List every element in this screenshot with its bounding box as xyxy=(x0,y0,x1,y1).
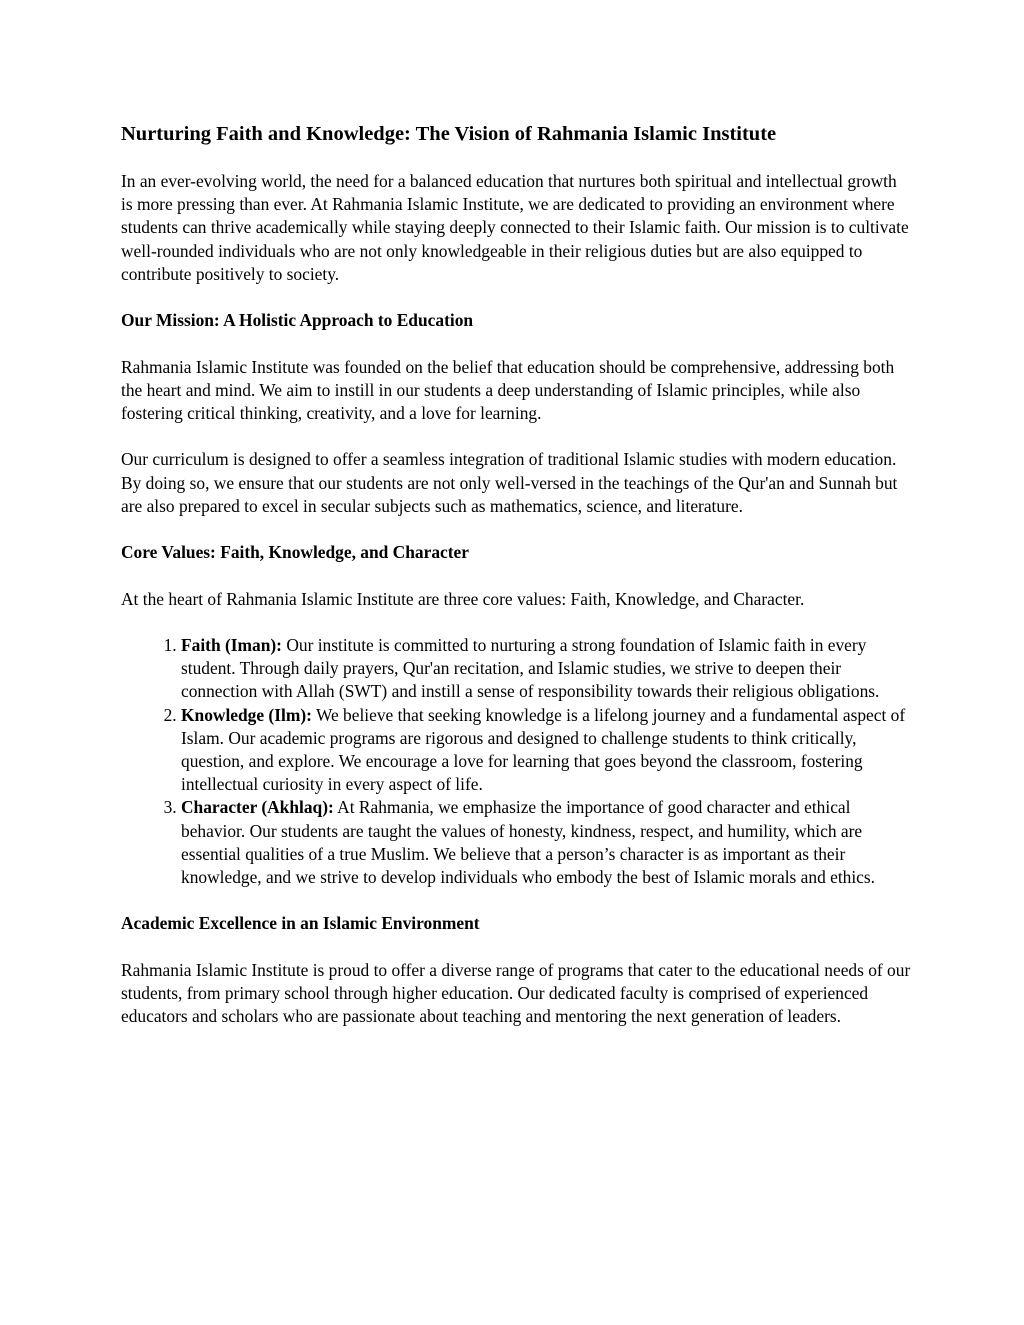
section-heading-core-values: Core Values: Faith, Knowledge, and Character xyxy=(121,542,469,563)
list-item-text: We believe that seeking knowledge is a lifelong journey and a fundamental aspect of Islam. Our academic programs are rigorous and designed to challenge students to think critically, question, and explore. We encourage a love for learning that goes beyond the classroom, fostering intellectual curiosity in every aspect of life. xyxy=(181,704,906,795)
core-values-paragraph: At the heart of Rahmania Islamic Institute are three core values: Faith, Knowledge, and Character. xyxy=(121,588,805,609)
section-heading-mission: Our Mission: A Holistic Approach to Education xyxy=(121,310,474,331)
list-item-term: Character (Akhlaq): xyxy=(181,797,334,818)
section-heading-academic: Academic Excellence in an Islamic Environment xyxy=(121,913,480,934)
document-page xyxy=(121,120,911,1028)
list-item-text: Our institute is committed to nurturing a strong foundation of Islamic faith in every student. Through daily prayers, Qur'an recitation, and Islamic studies, we strive to deepen their connection with Allah (SWT) and instill a sense of responsibility towards their religious obligations. xyxy=(181,634,880,702)
intro-paragraph: In an ever-evolving world, the need for a balanced education that nurtures both spiritual and intellectual growth is more pressing than ever. At Rahmania Islamic Institute, we are dedicated to providing an environment where students can thrive academically while staying deeply connected to their Islamic faith. Our mission is to cultivate well-rounded individuals who are not only knowledgeable in their religious duties but are also equipped to contribute positively to society. xyxy=(121,171,909,284)
list-item-knowledge xyxy=(181,704,911,797)
mission-paragraph-2: Our curriculum is designed to offer a seamless integration of traditional Islamic studies with modern education. By doing so, we ensure that our students are not only well-versed in the teachings of the Qur'an and Sunnah but are also prepared to excel in secular subjects such as mathematics, science, and literature. xyxy=(121,449,898,516)
document-title: Nurturing Faith and Knowledge: The Vision of Rahmania Islamic Institute xyxy=(121,123,777,145)
mission-paragraph-1: Rahmania Islamic Institute was founded on the belief that education should be comprehensive, addressing both the heart and mind. We aim to instill in our students a deep understanding of Islamic principles, while also fostering critical thinking, creativity, and a love for learning. xyxy=(121,356,895,423)
core-values-list xyxy=(121,634,911,889)
list-item-character xyxy=(181,796,911,889)
academic-paragraph: Rahmania Islamic Institute is proud to offer a diverse range of programs that cater to the educational needs of our students, from primary school through higher education. Our dedicated faculty is comprised of experienced educators and scholars who are passionate about teaching and mentoring the next generation of leaders. xyxy=(121,959,911,1027)
list-item-term: Faith (Iman): xyxy=(181,634,282,655)
list-item-text: At Rahmania, we emphasize the importance of good character and ethical behavior. Our students are taught the values of honesty, kindness, respect, and humility, which are essential qualities of a true Muslim. We believe that a person’s character is as important as their knowledge, and we strive to develop individuals who embody the best of Islamic morals and ethics. xyxy=(181,797,876,887)
list-item-term: Knowledge (Ilm): xyxy=(181,704,312,725)
list-item-faith xyxy=(181,634,911,704)
